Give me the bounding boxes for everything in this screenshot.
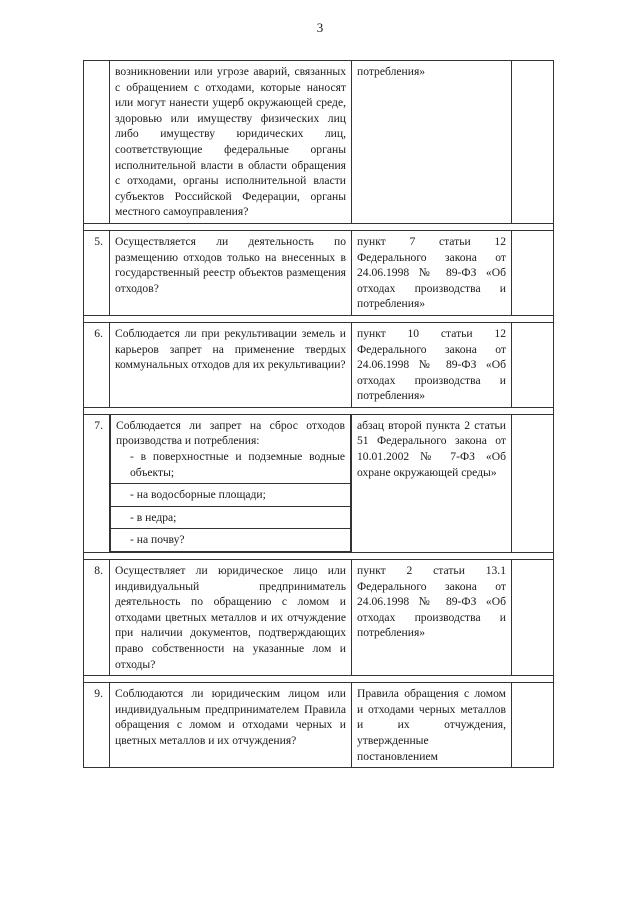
subitem: - на почву? <box>111 529 351 552</box>
reference-cell: пункт 7 статьи 12 Федерального закона от 24.06.1998 № 89-ФЗ «Об отходах производства и потребления» <box>352 230 512 315</box>
subitem: - в недра; <box>111 506 351 529</box>
row-number: 7. <box>84 414 110 552</box>
checklist-table <box>83 60 554 768</box>
question-cell: Осуществляет ли юридическое лицо или индивидуальный предприниматель деятельность по обращению с ломом и отходами цветных металлов и их отчуждение при наличии документов, подтверждающих право собственности на указанные лом и отходы? <box>110 560 352 676</box>
empty-cell <box>512 230 554 315</box>
row-gap <box>84 223 554 230</box>
question-cell: Соблюдается ли при рекультивации земель и карьеров запрет на применение твердых коммунальных отходов для их рекультивации? <box>110 322 352 407</box>
empty-cell <box>512 414 554 552</box>
subitem: - в поверхностные и подземные водные объекты; <box>130 450 345 479</box>
row-gap <box>84 407 554 414</box>
row-gap <box>84 553 554 560</box>
row-number: 8. <box>84 560 110 676</box>
table-row <box>84 560 554 676</box>
row-gap <box>84 676 554 683</box>
reference-cell: потребления» <box>352 61 512 224</box>
row-number: 9. <box>84 683 110 768</box>
page-number: 3 <box>316 20 324 35</box>
row-number: 5. <box>84 230 110 315</box>
table-row <box>84 683 554 768</box>
row-number: 6. <box>84 322 110 407</box>
table-row <box>84 414 554 552</box>
reference-cell: абзац второй пункта 2 статьи 51 Федерального закона от 10.01.2002 № 7-ФЗ «Об охране окружающей среды» <box>352 414 512 552</box>
reference-cell: пункт 2 статьи 13.1 Федерального закона от 24.06.1998 № 89-ФЗ «Об отходах производства и потребления» <box>352 560 512 676</box>
subitem: - на водосборные площади; <box>111 484 351 507</box>
question-text: Соблюдается ли запрет на сброс отходов производства и потребления: <box>116 418 345 448</box>
question-cell: возникновении или угрозе аварий, связанных с обращением с отходами, которые наносят или могут нанести ущерб окружающей среде, здоровью или имуществу физических лиц либо имуществу юридических лиц, соответствующие федеральные органы исполнительной власти в области обращения с отходами, органы исполнительной власти субъектов Российской Федерации, органы местного самоуправления? <box>110 61 352 224</box>
table-row <box>84 230 554 315</box>
question-cell <box>110 414 352 552</box>
question-cell: Соблюдаются ли юридическим лицом или индивидуальным предпринимателем Правила обращения с ломом и отходами черных и цветных металлов и их отчуждения? <box>110 683 352 768</box>
empty-cell <box>512 61 554 224</box>
table-row <box>84 61 554 224</box>
reference-cell: пункт 10 статьи 12 Федерального закона от 24.06.1998 № 89-ФЗ «Об отходах производства и потребления» <box>352 322 512 407</box>
row-number <box>84 61 110 224</box>
row-gap <box>84 315 554 322</box>
question-cell: Осуществляется ли деятельность по размещению отходов только на внесенных в государственный реестр объектов размещения отходов? <box>110 230 352 315</box>
empty-cell <box>512 683 554 768</box>
empty-cell <box>512 560 554 676</box>
empty-cell <box>512 322 554 407</box>
reference-cell: Правила обращения с ломом и отходами черных металлов и их отчуждения, утвержденные постановлением <box>352 683 512 768</box>
table-row <box>84 322 554 407</box>
